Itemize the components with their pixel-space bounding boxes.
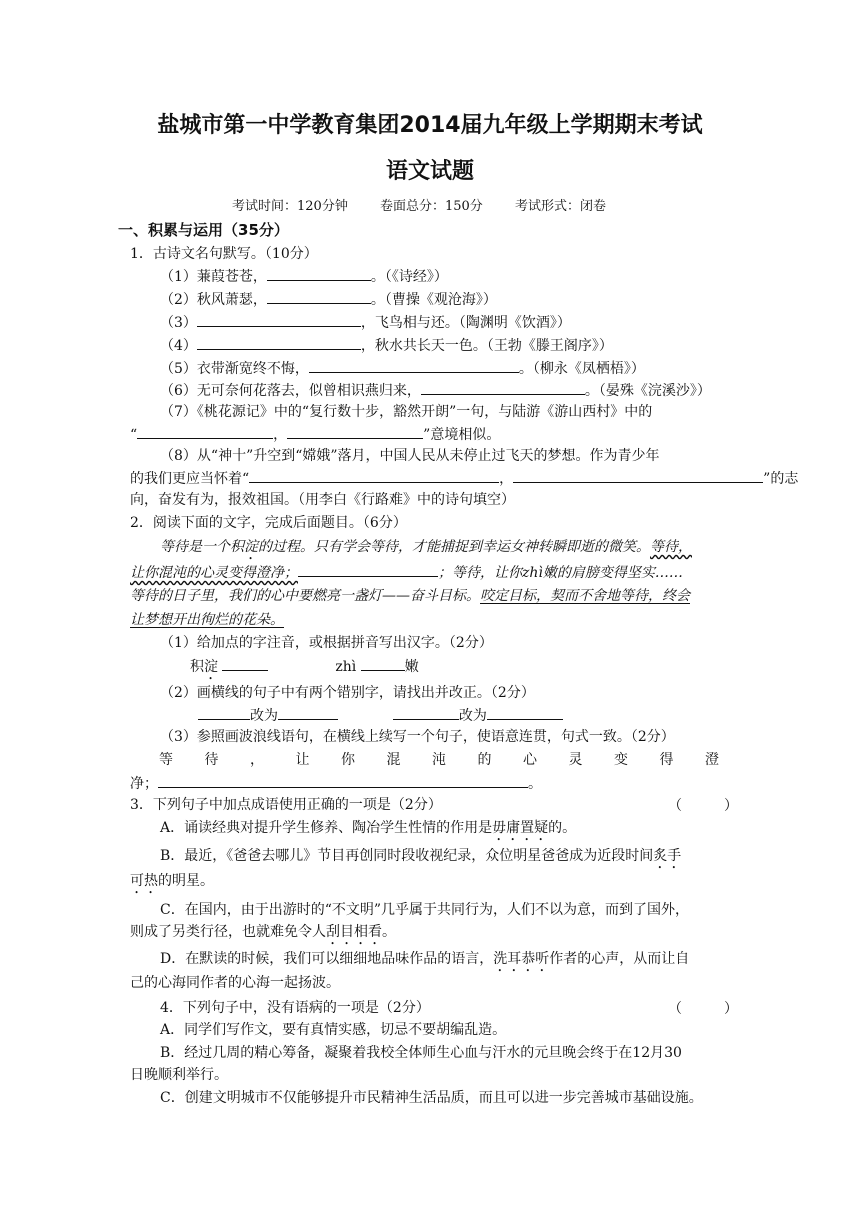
exam-total-score: 卷面总分：150分	[379, 199, 483, 214]
q4-option-b-cont: 日晚顺利举行。	[130, 1067, 228, 1083]
q3-option-c-cont: 则成了另类行径，也就难免令人刮目相看。	[130, 924, 396, 940]
q2-passage-line-2: 让你混沌的心灵变得澄净； ；等待，让你zhì嫩的肩膀变得坚实……	[130, 562, 683, 583]
q1-item-5: （5）衣带渐宽终不悔， 。（柳永《凤栖梧》）	[160, 358, 645, 379]
q1-stem: 1．古诗文名句默写。（10分）	[130, 246, 318, 262]
answer-blank[interactable]	[158, 773, 528, 788]
q2-sub-3-answer: 净； 。	[130, 773, 542, 794]
q3-option-d: D．在默读的时候，我们可以细细地品味作品的语言，洗耳恭听作者的心声，从而让自	[160, 951, 690, 967]
q3-option-d-cont: 己的心海同作者的心海一起扬波。	[130, 975, 340, 991]
q1-item-7-cont: “ ， ”意境相似。	[130, 424, 500, 445]
q4-option-a: A．同学们写作文，要有真情实感，切忌不要胡编乱造。	[160, 1022, 507, 1038]
answer-blank[interactable]	[487, 705, 563, 720]
answer-blank[interactable]	[287, 424, 423, 439]
answer-blank[interactable]	[267, 289, 371, 304]
exam-title: 盐城市第一中学教育集团2014届九年级上学期期末考试	[157, 113, 703, 138]
exam-duration: 考试时间：120分钟	[232, 199, 348, 214]
q3-answer-paren[interactable]: （ ）	[668, 798, 738, 814]
q2-sub-2: （2）画横线的句子中有两个错别字，请找出并改正。（2分）	[160, 685, 535, 701]
q3-option-b-cont: 可热的明星。	[130, 873, 214, 889]
answer-blank[interactable]	[513, 468, 763, 483]
q2-sub-3: （3）参照画波浪线语句，在横线上续写一个句子，使语意连贯，句式一致。（2分）	[160, 729, 675, 745]
answer-blank[interactable]	[198, 705, 250, 720]
q1-item-1: （1）蒹葭苍苍， 。（《诗经》）	[160, 266, 448, 287]
exam-info	[232, 198, 634, 216]
q3-option-a: A．诵读经典对提升学生修养、陶冶学生性情的作用是毋庸置疑的。	[160, 820, 577, 836]
q3-option-b: B．最近，《爸爸去哪儿》节目再创同时段收视纪录，众位明星爸爸成为近段时间炙手	[160, 848, 682, 864]
answer-blank[interactable]	[393, 705, 459, 720]
q2-sub-1: （1）给加点的字注音，或根据拼音写出汉字。（2分）	[160, 635, 493, 651]
q2-passage-line-1: 等待是一个积淀的过程。只有学会等待，才能捕捉到幸运女神转瞬即逝的微笑。等待，	[160, 539, 692, 555]
answer-blank[interactable]	[309, 358, 519, 373]
answer-blank[interactable]	[137, 424, 273, 439]
answer-blank[interactable]	[298, 562, 438, 577]
q2-sub-3-spread-line: 等 待 ， 让 你 混 沌 的 心 灵 变 得 澄	[159, 752, 719, 768]
answer-blank[interactable]	[197, 312, 361, 327]
q2-sub-1-answers: 积淀 zhì 嫩	[190, 656, 419, 683]
q2-sub-2-answers: 改为 改为	[198, 705, 563, 726]
answer-blank[interactable]	[267, 266, 371, 281]
answer-blank[interactable]	[249, 468, 499, 483]
answer-blank[interactable]	[421, 380, 585, 395]
q1-item-4: （4） ，秋水共长天一色。（王勃《滕王阁序》）	[160, 335, 613, 356]
answer-blank[interactable]	[197, 335, 361, 350]
q4-stem: 4．下列句子中，没有语病的一项是（2分）	[160, 1000, 430, 1016]
q4-option-c: C．创建文明城市不仅能够提升市民精神生活品质，而且可以进一步完善城市基础设施。	[160, 1090, 703, 1106]
q1-item-8-cont: 的我们更应当怀着“ ， ”的志	[130, 468, 798, 489]
answer-blank[interactable]	[361, 656, 405, 671]
q2-stem: 2．阅读下面的文字，完成后面题目。（6分）	[130, 515, 407, 531]
q3-option-c: C．在国内，由于出游时的“不文明”几乎属于共同行为，人们不以为意，而到了国外，	[160, 902, 690, 918]
q1-item-2: （2）秋风萧瑟， 。（曹操《观沧海》）	[160, 289, 497, 310]
exam-format: 考试形式：闭卷	[514, 199, 606, 214]
q1-item-6: （6）无可奈何花落去，似曾相识燕归来， 。（晏殊《浣溪沙》）	[160, 380, 711, 401]
answer-blank[interactable]	[222, 656, 268, 671]
section-heading: 一、积累与运用（35分）	[118, 221, 289, 239]
q2-passage-line-3: 等待的日子里，我们的心中要燃亮一盏灯——奋斗目标。咬定目标，契而不舍地等待，终会	[130, 588, 690, 604]
q1-item-8: （8）从“神十”升空到“嫦娥”落月，中国人民从未停止过飞天的梦想。作为青少年	[160, 448, 660, 464]
q1-item-7: （7）《桃花源记》中的“复行数十步，豁然开朗”一句，与陆游《游山西村》中的	[160, 404, 653, 420]
q4-answer-paren[interactable]: （ ）	[668, 1001, 738, 1017]
answer-blank[interactable]	[278, 705, 338, 720]
q1-item-8-end: 向，奋发有为，报效祖国。（用李白《行路难》中的诗句填空）	[130, 492, 515, 508]
exam-subtitle: 语文试题	[385, 159, 474, 184]
q1-item-3: （3） ，飞鸟相与还。（陶渊明《饮酒》）	[160, 312, 571, 333]
q2-passage-line-4: 让梦想开出徇烂的花朵。	[130, 612, 284, 628]
q4-option-b: B．经过几周的精心筹备，凝聚着我校全体师生心血与汗水的元旦晚会终于在12月30	[160, 1045, 682, 1061]
q3-stem: 3．下列句子中加点成语使用正确的一项是（2分）	[130, 797, 442, 813]
